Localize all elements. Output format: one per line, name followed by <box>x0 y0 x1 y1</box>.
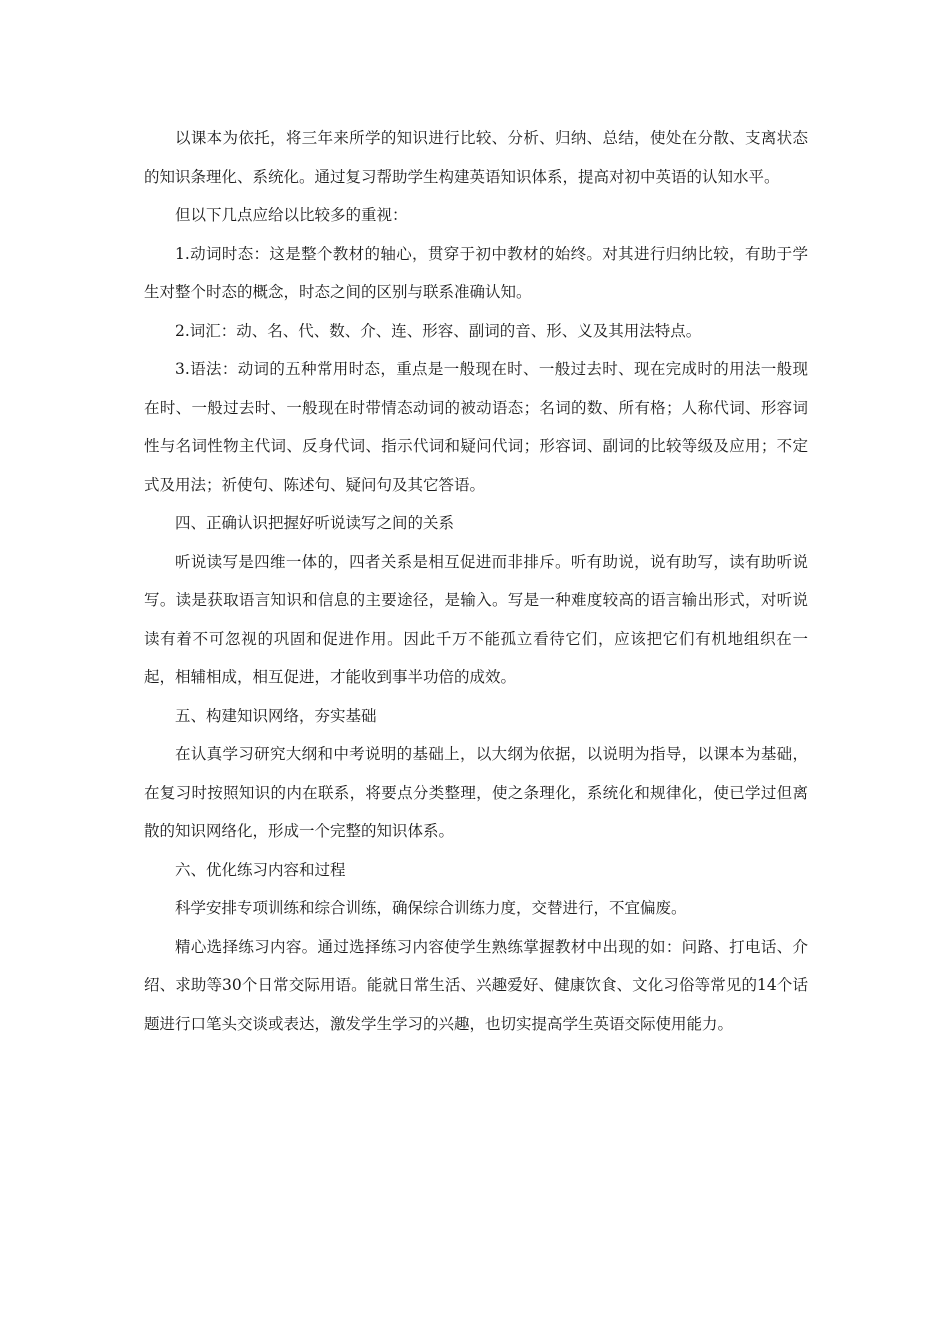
list-item-vocabulary: 2.词汇：动、名、代、数、介、连、形容、副词的音、形、义及其用法特点。 <box>175 321 702 340</box>
paragraph-exercise-content: 精心选择练习内容。通过选择练习内容使学生熟练掌握教材中出现的如：问路、打电话、介绍、求助等30个日常交际用语。能就日常生活、兴趣爱好、健康饮食、文化习俗等常见的14个话题进行口笔头交谈或表达，激发学生学习的兴趣，也切实提高学生英语交际使用能力。 <box>144 937 808 1033</box>
section-heading-6: 六、优化练习内容和过程 <box>175 860 346 879</box>
paragraph-listening-speaking: 听说读写是四维一体的，四者关系是相互促进而非排斥。听有助说，说有助写，读有助听说写。读是获取语言知识和信息的主要途径，是输入。写是一种难度较高的语言输出形式，对听说读有着不可忽视的巩固和促进作用。因此千万不能孤立看待它们，应该把它们有机地组织在一起，相辅相成，相互促进，才能收到事半功倍的成效。 <box>144 552 808 686</box>
paragraph-knowledge-network: 在认真学习研究大纲和中考说明的基础上，以大纲为依据，以说明为指导，以课本为基础，在复习时按照知识的内在联系，将要点分类整理，使之条理化，系统化和规律化，使已学过但离散的知识网络化，形成一个完整的知识体系。 <box>144 745 808 840</box>
list-item-verb-tense: 1.动词时态：这是整个教材的轴心，贯穿于初中教材的始终。对其进行归纳比较，有助于学生对整个时态的概念，时态之间的区别与联系准确认知。 <box>144 244 808 301</box>
document-body <box>144 119 808 1043</box>
section-heading-5: 五、构建知识网络，夯实基础 <box>175 706 377 725</box>
section-heading-4: 四、正确认识把握好听说读写之间的关系 <box>175 514 455 532</box>
list-item-grammar: 3.语法：动词的五种常用时态，重点是一般现在时、一般过去时、现在完成时的用法一般现在时、一般过去时、一般现在时带情态动词的被动语态；名词的数、所有格；人称代词、形容词性与名词性物主代词、反身代词、指示代词和疑问代词；形容词、副词的比较等级及应用；不定式及用法；祈使句、陈述句、疑问句及其它答语。 <box>144 360 808 494</box>
paragraph-training: 科学安排专项训练和综合训练，确保综合训练力度，交替进行，不宜偏废。 <box>175 899 687 917</box>
paragraph-emphasis: 但以下几点应给以比较多的重视： <box>175 206 408 224</box>
paragraph-intro: 以课本为依托，将三年来所学的知识进行比较、分析、归纳、总结，使处在分散、支离状态的知识条理化、系统化。通过复习帮助学生构建英语知识体系，提高对初中英语的认知水平。 <box>144 129 808 186</box>
